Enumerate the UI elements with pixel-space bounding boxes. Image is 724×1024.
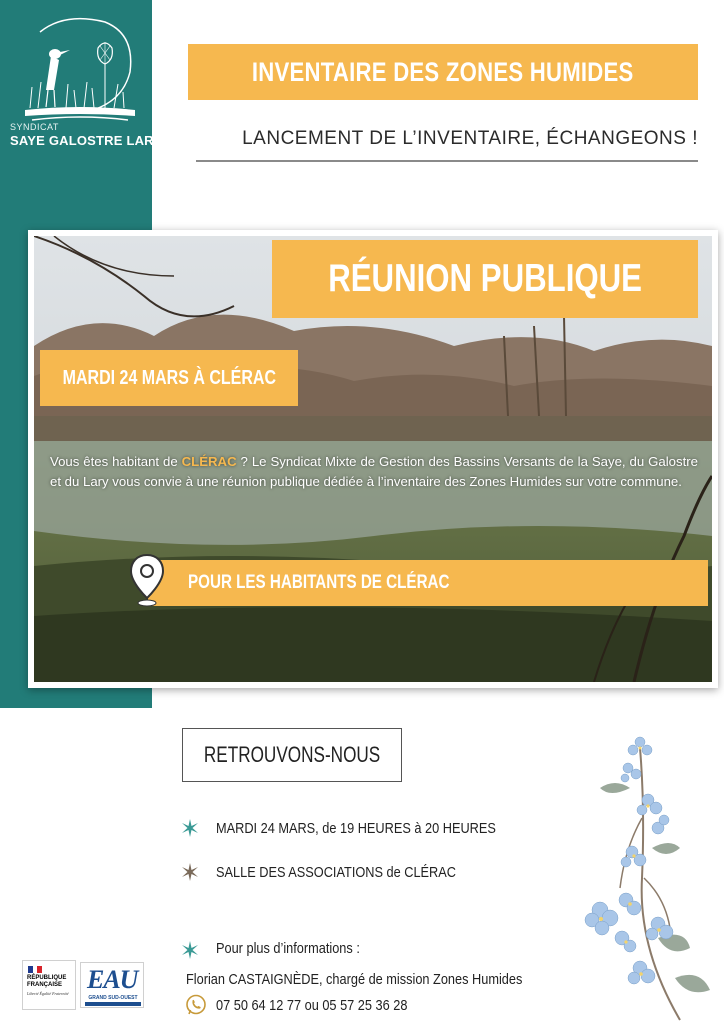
contact-title: Pour plus d’informations :: [216, 940, 360, 957]
page-subtitle: LANCEMENT DE L’INVENTAIRE, ÉCHANGEONS !: [242, 128, 698, 149]
details-heading-box: [182, 728, 402, 782]
republique-francaise-logo: [22, 960, 76, 1010]
intro-text-start: Vous êtes habitant de: [50, 454, 182, 469]
date-badge-label: MARDI 24 MARS À CLÉRAC: [62, 366, 276, 389]
eau-logo-subtitle: GRAND SUD-OUEST: [88, 995, 138, 1001]
contact-phones: 07 50 64 12 77 ou 05 57 25 36 28: [216, 997, 408, 1014]
subtitle-divider: [196, 160, 698, 162]
asterisk-teal-icon: [180, 818, 200, 838]
intro-paragraph: [50, 452, 698, 492]
where-row: [180, 862, 498, 882]
when-row: [180, 818, 545, 838]
audience-box: [148, 560, 708, 606]
contact-name: Florian CASTAIGNÈDE, chargé de mission Zones Humides: [186, 971, 523, 988]
french-flag-icon: [28, 966, 42, 973]
event-title-box: [272, 240, 698, 318]
logo-name: SAYE GALOSTRE LARY: [10, 133, 163, 148]
forget-me-not-illustration: [570, 728, 724, 1024]
where-text: SALLE DES ASSOCIATIONS de CLÉRAC: [216, 863, 456, 881]
rf-name: RÉPUBLIQUE FRANÇAISE: [27, 975, 67, 988]
eau-logo-text: EAU: [87, 965, 138, 994]
date-badge: [40, 350, 298, 406]
details-heading: RETROUVONS-NOUS: [203, 742, 381, 767]
eau-grand-sud-ouest-logo: [80, 962, 144, 1008]
intro-text-end: ? Le Syndicat Mixte de Gestion des Bassins Versants de la Saye, du Galostre et du Lary vous convie à une réunion publique dédiée à l’inventaire des Zones Humides sur votre commune.: [50, 454, 698, 489]
title-banner: [188, 44, 698, 100]
audience-label: POUR LES HABITANTS DE CLÉRAC: [188, 572, 450, 593]
eau-logo-bar: [85, 1002, 141, 1006]
asterisk-brown-icon: [180, 862, 200, 882]
location-pin-icon: [128, 552, 166, 608]
whatsapp-phone-icon: [184, 993, 208, 1017]
event-title: RÉUNION PUBLIQUE: [328, 257, 642, 300]
rf-motto: Liberté Égalité Fraternité: [27, 991, 69, 996]
page-title: INVENTAIRE DES ZONES HUMIDES: [252, 56, 634, 87]
intro-town-highlight: CLÉRAC: [181, 454, 237, 469]
asterisk-teal-icon: [180, 940, 200, 960]
when-text: MARDI 24 MARS, de 19 HEURES à 20 HEURES: [216, 819, 496, 837]
logo-syndicat-label: SYNDICAT: [10, 122, 59, 132]
